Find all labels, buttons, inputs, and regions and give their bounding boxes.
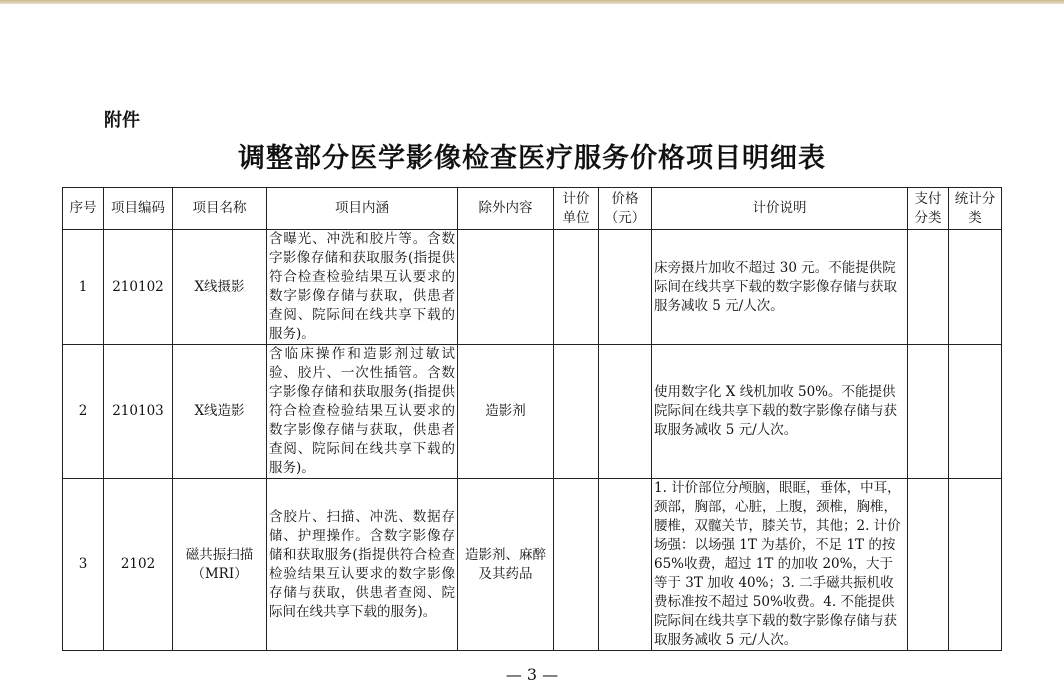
cell-index: 2 bbox=[63, 345, 104, 479]
cell-excluded: 造影剂、麻醉及其药品 bbox=[458, 479, 554, 651]
cell-code: 210102 bbox=[104, 230, 173, 345]
table-row bbox=[63, 345, 1002, 479]
cell-pay bbox=[908, 345, 949, 479]
header-pay: 支付分类 bbox=[908, 188, 949, 230]
header-excluded: 除外内容 bbox=[458, 188, 554, 230]
cell-price bbox=[599, 345, 652, 479]
cell-name: X线造影 bbox=[173, 345, 267, 479]
cell-pay bbox=[908, 479, 949, 651]
cell-pay bbox=[908, 230, 949, 345]
header-name: 项目名称 bbox=[173, 188, 267, 230]
cell-name: 磁共振扫描（MRI） bbox=[173, 479, 267, 651]
cell-stat bbox=[949, 345, 1002, 479]
cell-stat bbox=[949, 230, 1002, 345]
table-header-row bbox=[63, 188, 1002, 230]
cell-price bbox=[599, 479, 652, 651]
cell-content: 含胶片、扫描、冲洗、数据存储、护理操作。含数字影像存储和获取服务(指提供符合检查检验结果互认要求的数字影像存储与获取，供患者查阅、院际间在线共享下载的服务)。 bbox=[267, 479, 458, 651]
header-code: 项目编码 bbox=[104, 188, 173, 230]
page-number: — 3 — bbox=[505, 665, 559, 684]
cell-content: 含临床操作和造影剂过敏试验、胶片、一次性插管。含数字影像存储和获取服务(指提供符合检查检验结果互认要求的数字影像存储与获取，供患者查阅、院际间在线共享下载的服务)。 bbox=[267, 345, 458, 479]
table-row bbox=[63, 479, 1002, 651]
header-content: 项目内涵 bbox=[267, 188, 458, 230]
table-row bbox=[63, 230, 1002, 345]
cell-name: X线摄影 bbox=[173, 230, 267, 345]
cell-unit bbox=[554, 345, 599, 479]
cell-content: 含曝光、冲洗和胶片等。含数字影像存储和获取服务(指提供符合检查检验结果互认要求的数字影像存储与获取，供患者查阅、院际间在线共享下载的服务)。 bbox=[267, 230, 458, 345]
cell-unit bbox=[554, 230, 599, 345]
header-stat: 统计分类 bbox=[949, 188, 1002, 230]
header-index: 序号 bbox=[63, 188, 104, 230]
page-title: 调整部分医学影像检查医疗服务价格项目明细表 bbox=[238, 143, 826, 174]
cell-index: 1 bbox=[63, 230, 104, 345]
cell-code: 2102 bbox=[104, 479, 173, 651]
cell-unit bbox=[554, 479, 599, 651]
price-table bbox=[62, 187, 1002, 651]
cell-code: 210103 bbox=[104, 345, 173, 479]
cell-note: 使用数字化 X 线机加收 50%。不能提供院际间在线共享下载的数字影像存储与获取服务减收 5 元/人次。 bbox=[652, 345, 908, 479]
header-note: 计价说明 bbox=[652, 188, 908, 230]
cell-stat bbox=[949, 479, 1002, 651]
cell-note: 1. 计价部位分颅脑，眼眶，垂体，中耳，颈部，胸部，心脏，上腹，颈椎，胸椎，腰椎，双髋关节，膝关节，其他；2. 计价场强：以场强 1T 为基价，不足 1T 的按 65%收费，超过 1T 的加收 20%，大于等于 3T 加收 40%；3. 二手磁共振机收费标准按不超过 50%收费。4. 不能提供院际间在线共享下载的数字影像存储与获取服务减收 5 元/人次。 bbox=[652, 479, 908, 651]
cell-note: 床旁摄片加收不超过 30 元。不能提供院际间在线共享下载的数字影像存储与获取服务减收 5 元/人次。 bbox=[652, 230, 908, 345]
cell-price bbox=[599, 230, 652, 345]
top-border bbox=[0, 0, 1064, 4]
header-unit: 计价单位 bbox=[554, 188, 599, 230]
cell-excluded: 造影剂 bbox=[458, 345, 554, 479]
cell-excluded bbox=[458, 230, 554, 345]
cell-index: 3 bbox=[63, 479, 104, 651]
header-price: 价格（元） bbox=[599, 188, 652, 230]
attachment-label: 附件 bbox=[104, 110, 140, 131]
